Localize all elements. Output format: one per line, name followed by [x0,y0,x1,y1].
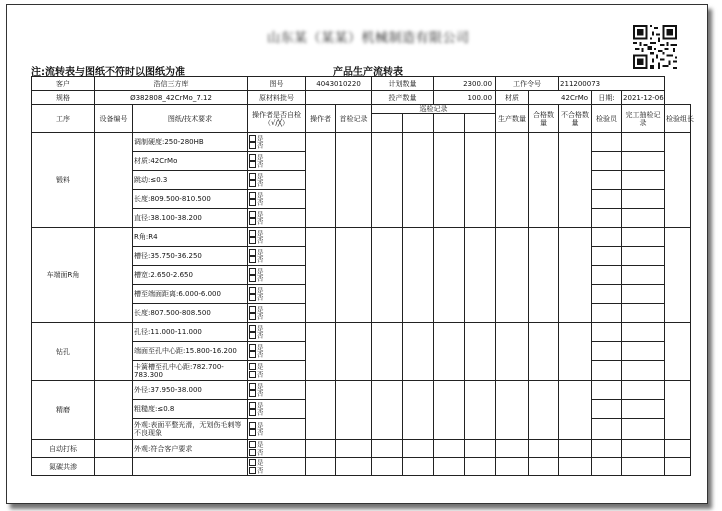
checkbox-label: 是 [257,440,264,449]
self-check-cell [248,266,306,285]
patrol-sub-1 [372,114,403,133]
col-patrol: 巡检记录 [372,105,496,114]
checkbox-label: 是 [257,267,264,275]
checkbox-no[interactable] [249,237,304,245]
qualified-qty-cell[interactable] [529,440,559,458]
first-check-cell[interactable] [336,440,372,458]
company-name: 山东某（某某）机械制造有限公司 [267,31,470,46]
unqualified-qty-cell[interactable] [559,323,592,381]
patrol-cell-1[interactable] [372,323,403,381]
checkbox-no[interactable] [249,390,304,398]
spec-label: 规格 [32,91,95,105]
final-check-cell[interactable] [622,247,665,266]
checkbox-label: 是 [257,343,264,351]
customer-label: 客户 [32,77,95,91]
final-check-cell[interactable] [622,361,665,381]
final-check-cell[interactable] [622,190,665,209]
col-final-check: 完工抽检记录 [622,105,665,133]
qualified-qty-cell[interactable] [529,381,559,440]
checkbox-icon[interactable] [249,449,256,456]
checkbox-label: 是 [257,210,264,218]
process-name: 锻料 [32,133,95,228]
patrol-cell-1[interactable] [372,458,403,476]
checkbox-icon[interactable] [249,249,256,256]
checkbox-label: 否 [257,331,264,340]
patrol-cell-1[interactable] [372,228,403,323]
requirement-cell: 调制硬度:250-280HB [133,133,248,152]
operator-cell[interactable] [306,381,336,440]
checkbox-label: 否 [257,198,264,207]
inspector-cell[interactable] [592,247,622,266]
operator-cell[interactable] [306,323,336,381]
self-check-cell [248,440,306,458]
patrol-cell-2[interactable] [403,381,434,440]
checkbox-label: 否 [257,408,264,417]
checkbox-label: 否 [257,255,264,264]
final-check-cell[interactable] [622,171,665,190]
checkbox-label: 否 [257,160,264,169]
checkbox-label: 是 [257,305,264,313]
info-row-1 [32,77,691,91]
patrol-cell-3[interactable] [434,323,465,381]
self-check-cell [248,361,306,381]
inspector-cell[interactable] [592,171,622,190]
checkbox-label: 否 [257,293,264,302]
requirement-cell: 外观:表面平整光滑，无划伤毛刺等不良现象 [133,419,248,440]
checkbox-label: 是 [257,172,264,180]
self-check-cell [248,152,306,171]
checkbox-icon[interactable] [249,218,256,225]
checkbox-label: 是 [257,248,264,256]
first-check-cell[interactable] [336,381,372,440]
patrol-cell-4[interactable] [465,133,496,228]
equipment-cell[interactable] [95,228,133,323]
checkbox-no[interactable] [249,294,304,302]
checkbox-icon[interactable] [249,294,256,301]
checkbox-label: 否 [257,179,264,188]
first-check-cell[interactable] [336,458,372,476]
requirement-cell: 材质:42CrMo [133,152,248,171]
process-body [32,133,691,476]
checkbox-label: 是 [257,229,264,237]
patrol-cell-3[interactable] [434,381,465,440]
checkbox-icon[interactable] [249,142,256,149]
first-check-cell[interactable] [336,323,372,381]
patrol-sub-3 [434,114,465,133]
equipment-cell[interactable] [95,440,133,458]
checkbox-no[interactable] [249,409,304,417]
checkbox-label: 是 [257,153,264,161]
checkbox-icon[interactable] [249,313,256,320]
team-leader-cell[interactable] [665,440,691,458]
col-first-check: 首检记录 [336,105,372,133]
qualified-qty-cell[interactable] [529,323,559,381]
qualified-qty-cell[interactable] [529,458,559,476]
qualified-qty-cell[interactable] [529,133,559,228]
patrol-cell-2[interactable] [403,323,434,381]
patrol-cell-4[interactable] [465,458,496,476]
checkbox-no[interactable] [249,161,304,169]
checkbox-icon[interactable] [249,306,256,313]
checkbox-label: 是 [257,191,264,199]
operator-cell[interactable] [306,228,336,323]
checkbox-label: 否 [257,236,264,245]
checkbox-no[interactable] [249,351,304,359]
requirement-cell: 端面至孔中心距:15.800-16.200 [133,342,248,361]
customer-value: 浩信三方库 [95,77,248,91]
checkbox-no[interactable] [249,371,304,379]
checkbox-no[interactable] [249,313,304,321]
team-leader-cell[interactable] [665,228,691,323]
checkbox-label: 否 [257,217,264,226]
checkbox-icon[interactable] [249,363,256,370]
team-leader-cell[interactable] [665,323,691,381]
team-leader-cell[interactable] [665,133,691,228]
self-check-cell [248,133,306,152]
checkbox-icon[interactable] [249,351,256,358]
self-check-cell [248,285,306,304]
checkbox-icon[interactable] [249,268,256,275]
checkbox-icon[interactable] [249,230,256,237]
self-check-cell [248,171,306,190]
final-check-cell[interactable] [622,304,665,323]
inspector-cell[interactable] [592,458,622,476]
input-qty-label: 投产数量 [372,91,434,105]
inspector-cell[interactable] [592,361,622,381]
checkbox-no[interactable] [249,180,304,188]
checkbox-no[interactable] [249,275,304,283]
col-process: 工序 [32,105,95,133]
checkbox-icon[interactable] [249,344,256,351]
equipment-cell[interactable] [95,458,133,476]
requirement-cell: 长度:807.500-808.500 [133,304,248,323]
requirement-cell: R角:R4 [133,228,248,247]
team-leader-cell[interactable] [665,458,691,476]
checkbox-icon[interactable] [249,211,256,218]
patrol-cell-4[interactable] [465,440,496,458]
requirement-cell: 槽至端面距离:6.000-6.000 [133,285,248,304]
checkbox-icon[interactable] [249,287,256,294]
plan-qty-value: 2300.00 [434,77,496,91]
col-inspector: 检验员 [592,105,622,133]
checkbox-no[interactable] [249,332,304,340]
self-check-cell [248,228,306,247]
checkbox-icon[interactable] [249,173,256,180]
checkbox-icon[interactable] [249,459,256,466]
material-value: 42CrMo [529,91,592,105]
self-check-cell [248,400,306,419]
patrol-cell-3[interactable] [434,458,465,476]
column-header-row [32,105,691,114]
unqualified-qty-cell[interactable] [559,228,592,323]
col-unqualified-qty: 不合格数量 [559,105,592,133]
self-check-cell [248,342,306,361]
patrol-cell-1[interactable] [372,133,403,228]
inspector-cell[interactable] [592,400,622,419]
batch-value [306,91,372,105]
checkbox-icon[interactable] [249,383,256,390]
patrol-cell-1[interactable] [372,381,403,440]
operator-cell[interactable] [306,440,336,458]
checkbox-label: 是 [257,458,264,467]
equipment-cell[interactable] [95,381,133,440]
checkbox-icon[interactable] [249,402,256,409]
date-label: 日期: [592,91,622,105]
col-equipment: 设备编号 [95,105,133,133]
process-row [32,458,691,476]
patrol-cell-2[interactable] [403,228,434,323]
checkbox-icon[interactable] [249,237,256,244]
first-check-cell[interactable] [336,228,372,323]
requirement-cell [133,458,248,476]
self-check-cell [248,209,306,228]
unqualified-qty-cell[interactable] [559,440,592,458]
patrol-cell-4[interactable] [465,381,496,440]
checkbox-icon[interactable] [249,154,256,161]
patrol-cell-2[interactable] [403,133,434,228]
checkbox-icon[interactable] [249,161,256,168]
unqualified-qty-cell[interactable] [559,381,592,440]
requirement-cell: 跳动:≤0.3 [133,171,248,190]
drawing-label: 图号 [248,77,306,91]
unqualified-qty-cell[interactable] [559,133,592,228]
patrol-cell-4[interactable] [465,228,496,323]
checkbox-label: 是 [257,382,264,390]
col-operator: 操作者 [306,105,336,133]
inspector-cell[interactable] [592,381,622,400]
final-check-cell[interactable] [622,323,665,342]
input-qty-value: 100.00 [434,91,496,105]
note-text: 注:流转表与图纸不符时以图纸为准 [31,67,185,78]
process-row [32,228,691,247]
production-qty-cell[interactable] [496,440,529,458]
requirement-cell: 直径:38.100-38.200 [133,209,248,228]
plan-qty-label: 计划数量 [372,77,434,91]
checkbox-no[interactable] [249,449,304,457]
patrol-cell-3[interactable] [434,133,465,228]
production-qty-cell[interactable] [496,458,529,476]
production-qty-cell[interactable] [496,133,529,228]
process-name: 氮碳共渗 [32,458,95,476]
final-check-cell[interactable] [622,209,665,228]
patrol-cell-4[interactable] [465,323,496,381]
inspector-cell[interactable] [592,266,622,285]
process-row [32,133,691,152]
final-check-cell[interactable] [622,381,665,400]
patrol-cell-1[interactable] [372,440,403,458]
checkbox-icon[interactable] [249,371,256,378]
company-title [267,27,470,46]
final-check-cell[interactable] [622,266,665,285]
spec-value: Ø382808_42CrMo_7.12 [95,91,248,105]
patrol-sub-2 [403,114,434,133]
inspector-cell[interactable] [592,323,622,342]
checkbox-icon[interactable] [249,180,256,187]
operator-cell[interactable] [306,133,336,228]
drawing-value: 4043010220 [306,77,372,91]
self-check-cell [248,247,306,266]
checkbox-label: 否 [257,466,264,474]
date-value: 2021-12-06 [622,91,665,105]
checkbox-icon[interactable] [249,441,256,448]
self-check-cell [248,304,306,323]
checkbox-icon[interactable] [249,275,256,282]
checkbox-icon[interactable] [249,390,256,397]
self-check-cell [248,381,306,400]
inspector-cell[interactable] [592,152,622,171]
inspector-cell[interactable] [592,342,622,361]
inspector-cell[interactable] [592,419,622,440]
col-team-leader: 检验组长 [665,105,691,133]
final-check-cell[interactable] [622,458,665,476]
checkbox-no[interactable] [249,256,304,264]
col-qualified-qty: 合格数量 [529,105,559,133]
form-title: 产品生产流转表 [333,67,403,78]
checkbox-icon[interactable] [249,467,256,474]
self-check-cell [248,419,306,440]
order-value: 211200073 [559,77,665,91]
final-check-cell[interactable] [622,400,665,419]
final-check-cell[interactable] [622,419,665,440]
checkbox-icon[interactable] [249,422,256,429]
patrol-cell-3[interactable] [434,228,465,323]
requirement-cell: 外径:37.950-38.000 [133,381,248,400]
col-self-check: 操作者是否自检（√/╳） [248,105,306,133]
unqualified-qty-cell[interactable] [559,458,592,476]
checkbox-icon[interactable] [249,332,256,339]
process-row [32,440,691,458]
checkbox-label: 是 [257,362,264,371]
requirement-cell: 槽径:35.750-36.250 [133,247,248,266]
checkbox-label: 否 [257,274,264,283]
team-leader-cell[interactable] [665,381,691,440]
production-qty-cell[interactable] [496,381,529,440]
checkbox-no[interactable] [249,218,304,226]
requirement-cell: 卡簧槽至孔中心距:782.700-783.300 [133,361,248,381]
checkbox-icon[interactable] [249,325,256,332]
requirement-cell: 孔径:11.000-11.000 [133,323,248,342]
first-check-cell[interactable] [336,133,372,228]
equipment-cell[interactable] [95,323,133,381]
checkbox-no[interactable] [249,142,304,150]
checkbox-icon[interactable] [249,135,256,142]
requirement-cell: 槽宽:2.650-2.650 [133,266,248,285]
equipment-cell[interactable] [95,133,133,228]
material-label: 材质 [496,91,529,105]
checkbox-label: 是 [257,421,264,429]
process-name: 精磨 [32,381,95,440]
inspector-cell[interactable] [592,190,622,209]
inspector-cell[interactable] [592,304,622,323]
qr-code-icon [633,25,677,69]
patrol-cell-3[interactable] [434,440,465,458]
self-check-cell [248,190,306,209]
inspector-cell[interactable] [592,133,622,152]
info-row-2 [32,91,691,105]
final-check-cell[interactable] [622,440,665,458]
process-row [32,323,691,342]
final-check-cell[interactable] [622,152,665,171]
checkbox-icon[interactable] [249,192,256,199]
document-sheet [6,4,708,504]
process-name: 自动打标 [32,440,95,458]
self-check-cell [248,323,306,342]
final-check-cell[interactable] [622,285,665,304]
checkbox-label: 否 [257,448,264,456]
requirement-cell: 粗糙度:≤0.8 [133,400,248,419]
checkbox-no[interactable] [249,429,304,437]
final-check-cell[interactable] [622,133,665,152]
final-check-cell[interactable] [622,228,665,247]
checkbox-label: 是 [257,134,264,142]
batch-label: 原材料批号 [248,91,306,105]
requirement-cell: 长度:809.500-810.500 [133,190,248,209]
checkbox-icon[interactable] [249,256,256,263]
process-name: 钻孔 [32,323,95,381]
production-qty-cell[interactable] [496,228,529,323]
inspector-cell[interactable] [592,285,622,304]
inspector-cell[interactable] [592,228,622,247]
checkbox-icon[interactable] [249,409,256,416]
inspector-cell[interactable] [592,440,622,458]
checkbox-label: 是 [257,324,264,332]
checkbox-label: 否 [257,370,264,378]
col-requirement: 图纸/技术要求 [133,105,248,133]
col-production-qty: 生产数量 [496,105,529,133]
order-label: 工作令号 [496,77,559,91]
patrol-cell-2[interactable] [403,458,434,476]
checkbox-label: 否 [257,141,264,150]
checkbox-label: 否 [257,428,264,437]
final-check-cell[interactable] [622,342,665,361]
checkbox-label: 是 [257,286,264,294]
operator-cell[interactable] [306,458,336,476]
checkbox-icon[interactable] [249,429,256,436]
checkbox-label: 否 [257,350,264,359]
flow-table [31,76,695,476]
qualified-qty-cell[interactable] [529,228,559,323]
checkbox-label: 否 [257,389,264,398]
self-check-cell [248,458,306,476]
patrol-sub-4 [465,114,496,133]
checkbox-label: 是 [257,401,264,409]
production-qty-cell[interactable] [496,323,529,381]
checkbox-label: 否 [257,312,264,321]
checkbox-no[interactable] [249,199,304,207]
requirement-cell: 外观:符合客户要求 [133,440,248,458]
inspector-cell[interactable] [592,209,622,228]
checkbox-icon[interactable] [249,199,256,206]
checkbox-no[interactable] [249,467,304,475]
process-name: 车端面R角 [32,228,95,323]
patrol-cell-2[interactable] [403,440,434,458]
process-row [32,381,691,400]
